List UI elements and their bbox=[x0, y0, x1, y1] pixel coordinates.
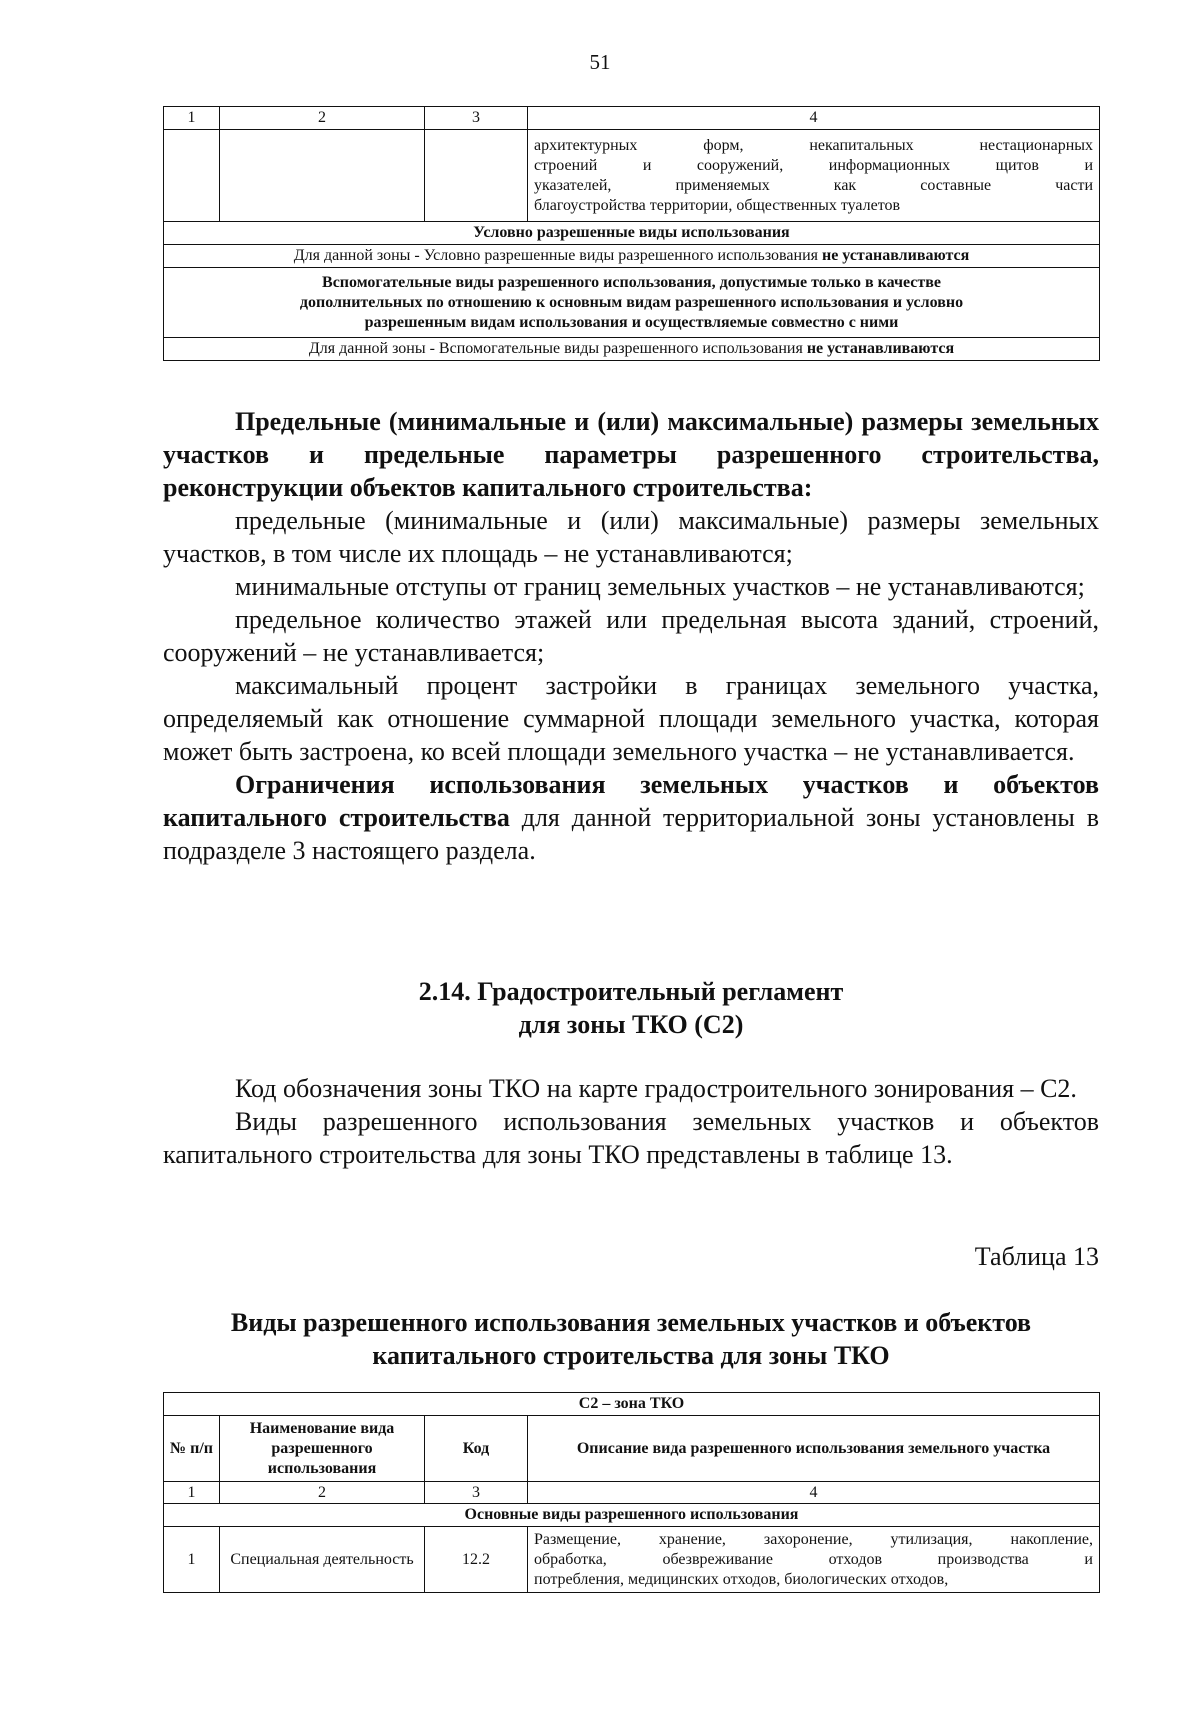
row-code: 12.2 bbox=[425, 1527, 528, 1593]
limits-item: предельные (минимальные и (или) максимальные) размеры земельных участков, в том числе их площадь – не устанавливаются; bbox=[163, 506, 1099, 568]
intro-section bbox=[163, 1072, 1099, 1171]
description-line: Размещение, хранение, захоронение, утилизация, накопление, bbox=[534, 1530, 1093, 1548]
title-line: Вспомогательные виды разрешенного использования, допустимые только в качестве bbox=[322, 273, 941, 291]
description-line: указателей, применяемых как составные части bbox=[534, 176, 1093, 194]
section-heading bbox=[163, 975, 1099, 1041]
limits-section bbox=[163, 405, 1099, 867]
title-line: разрешенным видам использования и осуществляемые совместно с ними bbox=[364, 313, 899, 331]
header-cell-4: 4 bbox=[528, 107, 1100, 130]
restrictions-rest: для данной территориальной зоны установлены в подразделе 3 настоящего раздела. bbox=[163, 803, 1099, 865]
page-number: 51 bbox=[589, 50, 611, 74]
note-bold-text: не устанавливаются bbox=[806, 340, 955, 357]
col-num-header: № п/п bbox=[164, 1416, 220, 1482]
col-number-cell: 2 bbox=[220, 1482, 425, 1504]
row-name: Специальная деятельность bbox=[220, 1527, 425, 1593]
restrictions-bold: Ограничения использования земельных участков и объектов капитального строительства bbox=[163, 770, 1099, 832]
section-title-line: для зоны ТКО (С2) bbox=[518, 1010, 744, 1039]
title-line: дополнительных по отношению к основным видам разрешенного использования и условно bbox=[299, 293, 964, 311]
table-row bbox=[164, 1527, 1100, 1593]
description-line: потребления, медицинских отходов, биологических отходов, bbox=[534, 1570, 949, 1588]
description-line: строений и сооружений, информационных щитов и bbox=[534, 156, 1093, 174]
col-number-cell: 1 bbox=[164, 1482, 220, 1504]
col-number-cell: 3 bbox=[425, 1482, 528, 1504]
description-line: благоустройства территории, общественных туалетов bbox=[534, 196, 901, 214]
conditional-types-title: Условно разрешенные виды использования bbox=[164, 222, 1100, 245]
table-title-line: Виды разрешенного использования земельных участков и объектов bbox=[230, 1308, 1032, 1337]
main-types-title: Основные виды разрешенного использования bbox=[164, 1504, 1100, 1527]
row-description bbox=[528, 1527, 1100, 1593]
limits-item: максимальный процент застройки в границах земельного участка, определяемый как отношение суммарной площади земельного участка, которая может быть застроена, ко всей площади земельного участка – не устанавливается. bbox=[163, 671, 1099, 766]
header-cell-3: 3 bbox=[425, 107, 528, 130]
empty-cell bbox=[164, 130, 220, 222]
header-cell-2: 2 bbox=[220, 107, 425, 130]
table-title-block bbox=[163, 1306, 1099, 1372]
col-name-header: Наименование вида разрешенного использования bbox=[220, 1416, 425, 1482]
auxiliary-types-note bbox=[164, 338, 1100, 361]
col-number-cell: 4 bbox=[528, 1482, 1100, 1504]
note-bold-text: не устанавливаются bbox=[821, 247, 970, 264]
empty-cell bbox=[220, 130, 425, 222]
conditional-types-note bbox=[164, 245, 1100, 268]
row-num: 1 bbox=[164, 1527, 220, 1593]
table-label-block bbox=[163, 1240, 1099, 1273]
continued-description bbox=[528, 130, 1100, 222]
code-paragraph: Код обозначения зоны ТКО на карте градостроительного зонирования – С2. bbox=[235, 1074, 1077, 1103]
description-line: архитектурных форм, некапитальных нестационарных bbox=[534, 136, 1093, 154]
auxiliary-types-title bbox=[164, 268, 1100, 338]
header-cell-1: 1 bbox=[164, 107, 220, 130]
table-label: Таблица 13 bbox=[974, 1242, 1099, 1271]
description-line: обработка, обезвреживание отходов производства и bbox=[534, 1550, 1093, 1568]
col-code-header: Код bbox=[425, 1416, 528, 1482]
note-text: Для данной зоны - Условно разрешенные виды разрешенного использования bbox=[293, 247, 822, 264]
zone-table bbox=[163, 1392, 1100, 1593]
empty-cell bbox=[425, 130, 528, 222]
col-desc-header: Описание вида разрешенного использования земельного участка bbox=[528, 1416, 1100, 1482]
limits-heading: Предельные (минимальные и (или) максимальные) размеры земельных участков и предельные параметры разрешенного строительства, реконструкции объектов капитального строительства: bbox=[163, 407, 1099, 502]
types-paragraph: Виды разрешенного использования земельных участков и объектов капитального строительства для зоны ТКО представлены в таблице 13. bbox=[163, 1107, 1099, 1169]
zone-header: С2 – зона ТКО bbox=[164, 1393, 1100, 1416]
limits-item: предельное количество этажей или предельная высота зданий, строений, сооружений – не устанавливается; bbox=[163, 605, 1099, 667]
limits-item: минимальные отступы от границ земельных участков – не устанавливаются; bbox=[235, 572, 1085, 601]
restrictions-paragraph bbox=[163, 768, 1099, 867]
section-title-line: 2.14. Градостроительный регламент bbox=[418, 977, 844, 1006]
table-title-line: капитального строительства для зоны ТКО bbox=[372, 1341, 890, 1370]
note-text: Для данной зоны - Вспомогательные виды разрешенного использования bbox=[308, 340, 807, 357]
top-table bbox=[163, 106, 1100, 361]
